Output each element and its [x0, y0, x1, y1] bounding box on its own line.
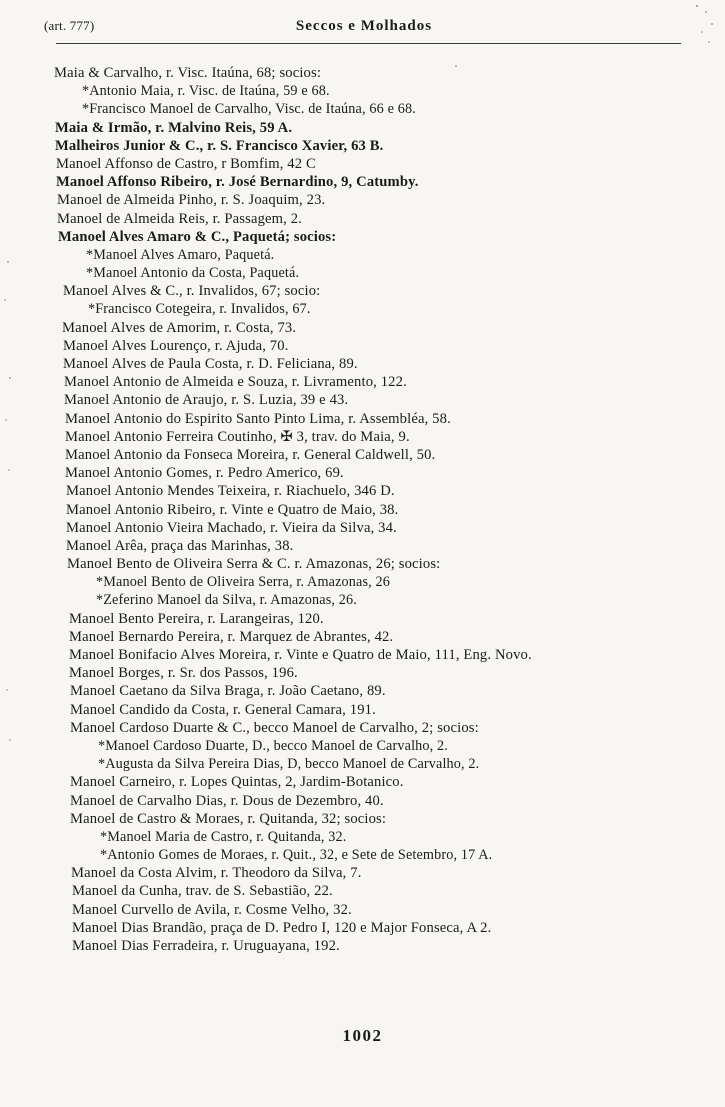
- list-item: *Augusta da Silva Pereira Dias, D, becco Manoel de Carvalho, 2.: [98, 756, 480, 773]
- list-item: Manoel da Costa Alvim, r. Theodoro da Silva, 7.: [71, 865, 362, 882]
- list-item: Manoel Antonio de Araujo, r. S. Luzia, 39 e 43.: [64, 392, 349, 409]
- list-item: Maia & Irmão, r. Malvino Reis, 59 A.: [55, 119, 293, 136]
- list-item: Manoel Borges, r. Sr. dos Passos, 196.: [69, 665, 298, 682]
- list-item: Manoel Alves de Paula Costa, r. D. Feliciana, 89.: [63, 356, 358, 372]
- list-item: Manoel Antonio de Almeida e Souza, r. Livramento, 122.: [64, 374, 407, 391]
- list-item: Maia & Carvalho, r. Visc. Itaúna, 68; socios:: [54, 65, 322, 81]
- list-item: Manoel Alves Lourenço, r. Ajuda, 70.: [63, 337, 289, 354]
- list-item: Manoel Cardoso Duarte & C., becco Manoel de Carvalho, 2; socios:: [70, 719, 479, 736]
- list-item: Manoel Antonio Ribeiro, r. Vinte e Quatro de Maio, 38.: [66, 501, 399, 518]
- list-item: Manoel Alves de Amorim, r. Costa, 73.: [62, 319, 297, 336]
- list-item: Manoel Caetano da Silva Braga, r. João Caetano, 89.: [70, 683, 386, 700]
- list-item: Manoel de Almeida Pinho, r. S. Joaquim, 23.: [57, 192, 326, 209]
- list-item: Manoel Curvello de Avila, r. Cosme Velho, 32.: [72, 901, 352, 918]
- list-item: Manoel Antonio Gomes, r. Pedro Americo, 69.: [65, 465, 344, 482]
- list-item: Manoel Antonio da Fonseca Moreira, r. General Caldwell, 50.: [65, 446, 436, 463]
- page-header: [44, 18, 684, 40]
- directory-entries: [0, 64, 725, 955]
- list-item: Manoel Arêa, praça das Marinhas, 38.: [66, 537, 294, 554]
- list-item: Manoel Bento Pereira, r. Larangeiras, 120.: [69, 610, 324, 627]
- list-item: *Antonio Gomes de Moraes, r. Quit., 32, e Sete de Setembro, 17 A.: [100, 847, 493, 864]
- list-item: *Manoel Alves Amaro, Paquetá.: [86, 246, 275, 263]
- list-item: Manoel de Almeida Reis, r. Passagem, 2.: [57, 210, 302, 227]
- list-item: Manoel Antonio Mendes Teixeira, r. Riachuelo, 346 D.: [66, 483, 395, 500]
- list-item: *Manoel Bento de Oliveira Serra, r. Amazonas, 26: [96, 574, 391, 591]
- list-item: Manoel Affonso de Castro, r Bomfim, 42 C: [56, 155, 316, 172]
- list-item: Malheiros Junior & C., r. S. Francisco Xavier, 63 B.: [55, 137, 384, 154]
- list-item: *Zeferino Manoel da Silva, r. Amazonas, 26.: [96, 592, 357, 609]
- list-item: *Manoel Maria de Castro, r. Quitanda, 32.: [100, 828, 347, 845]
- list-item: Manoel Antonio do Espirito Santo Pinto Lima, r. Assembléa, 58.: [65, 410, 451, 427]
- list-item: Manoel Bernardo Pereira, r. Marquez de Abrantes, 42.: [69, 628, 394, 645]
- list-item: *Manoel Cardoso Duarte, D., becco Manoel de Carvalho, 2.: [98, 737, 448, 754]
- list-item: *Francisco Cotegeira, r. Invalidos, 67.: [88, 301, 311, 318]
- list-item: Manoel Dias Ferradeira, r. Uruguayana, 192.: [72, 938, 340, 954]
- list-item: Manoel Alves Amaro & C., Paquetá; socios:: [58, 228, 337, 245]
- list-item: Manoel Affonso Ribeiro, r. José Bernardino, 9, Catumby.: [56, 174, 419, 191]
- list-item: *Francisco Manoel de Carvalho, Visc. de Itaúna, 66 e 68.: [82, 101, 416, 118]
- list-item: Manoel Bonifacio Alves Moreira, r. Vinte e Quatro de Maio, 111, Eng. Novo.: [69, 647, 532, 663]
- list-item: *Manoel Antonio da Costa, Paquetá.: [86, 265, 300, 282]
- list-item: *Antonio Maia, r. Visc. de Itaúna, 59 e 68.: [82, 83, 330, 100]
- list-item: Manoel Antonio Vieira Machado, r. Vieira da Silva, 34.: [66, 519, 397, 536]
- article-reference: (art. 777): [44, 18, 95, 33]
- list-item: Manoel Candido da Costa, r. General Camara, 191.: [70, 701, 376, 718]
- list-item: Manoel Antonio Ferreira Coutinho, ✠ 3, trav. do Maia, 9.: [65, 428, 410, 445]
- list-item: Manoel da Cunha, trav. de S. Sebastião, 22.: [72, 883, 333, 900]
- list-item: Manoel Dias Brandão, praça de D. Pedro I, 120 e Major Fonseca, A 2.: [72, 919, 492, 936]
- page-number: 1002: [342, 1026, 383, 1045]
- section-title: Seccos e Molhados: [295, 18, 433, 34]
- list-item: Manoel de Carvalho Dias, r. Dous de Dezembro, 40.: [70, 792, 384, 809]
- list-item: Manoel de Castro & Moraes, r. Quitanda, 32; socios:: [70, 810, 387, 827]
- list-item: Manoel Bento de Oliveira Serra & C. r. Amazonas, 26; socios:: [67, 556, 441, 573]
- header-divider: [56, 43, 681, 44]
- list-item: Manoel Carneiro, r. Lopes Quintas, 2, Jardim-Botanico.: [70, 774, 404, 791]
- list-item: Manoel Alves & C., r. Invalidos, 67; socio:: [63, 283, 321, 300]
